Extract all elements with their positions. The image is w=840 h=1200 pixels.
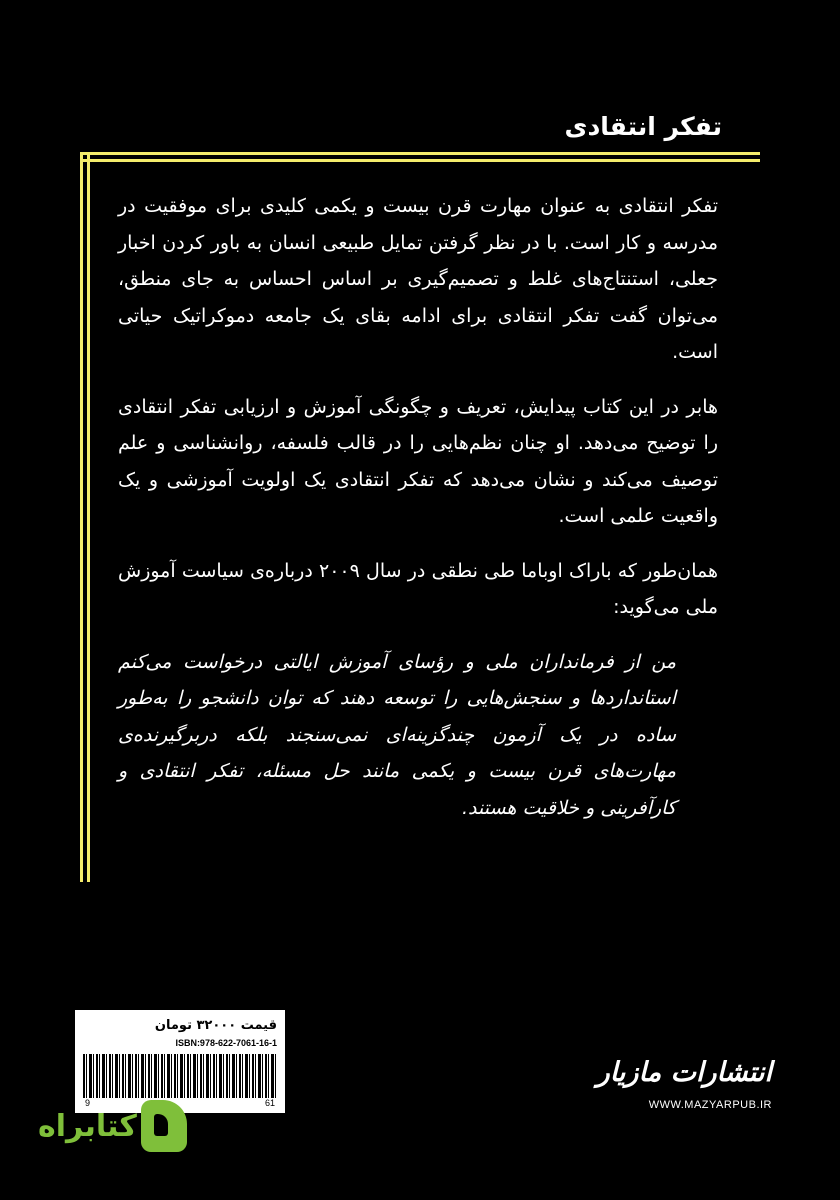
blurb-paragraph: تفکر انتقادی به عنوان مهارت قرن بیست و یکمی کلیدی برای موفقیت در مدرسه و کار است. با در نظر گرفتن تمایل طبیعی انسان به باور کردن اخبار جعلی، استنتاج‌های غلط و تصمیم‌گیری بر اساس احساس به جای منطق، می‌توان گفت تفکر انتقادی برای ادامه بقای یک جامعه دموکراتیک حیاتی است. <box>118 195 718 363</box>
frame-top-rule <box>80 152 760 162</box>
obama-quote: من از فرمانداران ملی و رؤسای آموزش ایالتی درخواست می‌کنم استانداردها و سنجش‌هایی را توسعه دهند که توان دانشجو را به‌طور ساده در یک آزمون چندگزینه‌ای نمی‌سنجند بلکه دربرگیرنده‌ی مهارت‌های قرن بیست و یکمی مانند حل مسئله، تفکر انتقادی و کارآفرینی و خلاقیت هستند. <box>118 650 676 819</box>
blurb-paragraph: همان‌طور که باراک اوباما طی نطقی در سال ۲۰۰۹ درباره‌ی سیاست آموزش ملی می‌گوید: <box>118 559 718 618</box>
price-text: قیمت ۳۲۰۰۰ تومان <box>154 1018 277 1033</box>
publisher-name: انتشارات مازیار <box>596 1057 772 1088</box>
barcode-digit-left: 9 <box>85 1098 91 1108</box>
barcode-icon <box>83 1054 277 1098</box>
frame-left-rule <box>80 152 90 882</box>
blurb-paragraph: هابر در این کتاب پیدایش، تعریف و چگونگی آموزش و ارزیابی تفکر انتقادی را توضیح می‌دهد. او چنان نظم‌هایی را در قالب فلسفه، روانشناسی و علم توصیف می‌کند و نشان می‌دهد که تفکر انتقادی یک اولویت آموزشی و یک واقعیت علمی است. <box>118 395 718 527</box>
watermark-text: کتابراه <box>38 1108 137 1144</box>
book-title: تفکر انتقادی <box>564 112 722 141</box>
barcode-label <box>75 1010 285 1113</box>
publisher-url: WWW.MAZYARPUB.IR <box>648 1099 772 1111</box>
ketabrah-logo-icon <box>141 1100 187 1152</box>
back-cover-blurb <box>118 188 718 826</box>
ketabrah-watermark <box>38 1100 187 1152</box>
isbn-text: ISBN:978-622-7061-16-1 <box>175 1038 277 1048</box>
barcode-digit-right: 61 <box>264 1098 275 1108</box>
publisher-logo <box>572 1055 772 1111</box>
